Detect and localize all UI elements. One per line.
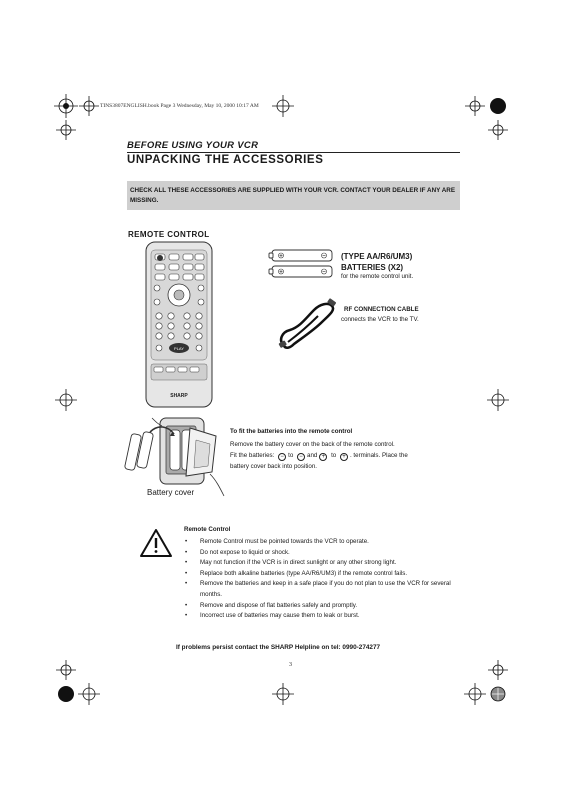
minus-terminal-icon: − <box>297 453 305 461</box>
batteries-illustration <box>268 246 338 280</box>
rf-cable-description: connects the VCR to the TV. <box>341 316 419 323</box>
fitting-line2-part4: to <box>331 452 337 459</box>
warning-item-text: Incorrect use of batteries may cause them to leak or burst. <box>200 612 360 620</box>
notice-text: CHECK ALL THESE ACCESSORIES ARE SUPPLIED WITH YOUR VCR. CONTACT YOUR DEALER IF ANY ARE MISSING. <box>130 187 456 204</box>
fitting-instructions <box>230 439 458 472</box>
minus-terminal-icon: − <box>278 453 286 461</box>
helpline-text: If problems persist contact the SHARP Helpline on tel: 0990-274277 <box>176 644 381 651</box>
fitting-line2 <box>230 450 458 461</box>
svg-text:PLAY: PLAY <box>174 346 184 351</box>
remote-control-heading: REMOTE CONTROL <box>128 230 210 239</box>
fitting-line3: battery cover back into position. <box>230 463 318 470</box>
fitting-heading: To fit the batteries into the remote control <box>230 428 353 435</box>
warning-item: • Remove the batteries and keep in a safe place if you do not plan to use the VCR for several months. <box>185 580 451 598</box>
battery-type-line1: (TYPE AA/R6/UM3) <box>341 252 413 261</box>
fitting-line2-part2: to <box>288 452 294 459</box>
rf-cable-illustration <box>276 296 338 352</box>
warning-item-text: Remove the batteries and keep in a safe place if you do not plan to use the VCR for several months. <box>200 580 451 598</box>
warning-item-text: Do not expose to liquid or shock. <box>200 548 290 556</box>
battery-fitting-illustration <box>120 414 228 498</box>
page-number: 3 <box>289 662 292 668</box>
remote-brand-label: SHARP <box>170 393 188 399</box>
header-rule <box>127 152 460 153</box>
warning-item-text: Remove and dispose of flat batteries safely and promptly. <box>200 601 358 609</box>
fitting-line2-part1: Fit the batteries: <box>230 452 275 459</box>
warning-item-text: Remote Control must be pointed towards the VCR to operate. <box>200 538 369 545</box>
battery-cover-caption: Battery cover <box>147 488 195 497</box>
battery-type-line2: BATTERIES (X2) <box>341 262 404 272</box>
remote-control-illustration <box>143 240 217 410</box>
fitting-line2-part5: . terminals. Place the <box>349 452 408 459</box>
warning-heading: Remote Control <box>184 526 231 533</box>
warning-item: • Remote Control must be pointed towards the VCR to operate. <box>185 538 369 545</box>
plus-terminal-icon: + <box>340 453 348 461</box>
plus-terminal-icon: + <box>319 453 327 461</box>
battery-type-label <box>341 252 412 273</box>
warning-item: • Incorrect use of batteries may cause them to leak or burst. <box>185 612 360 620</box>
file-info-header: TINS3807ENGLISH.book Page 3 Wednesday, May 10, 2000 10:17 AM <box>100 103 259 109</box>
battery-description: for the remote control unit. <box>341 273 414 280</box>
section-label: BEFORE USING YOUR VCR <box>127 140 259 151</box>
warning-item-text: Replace both alkaline batteries (type AA/R6/UM3) if the remote control fails. <box>200 569 408 577</box>
warning-triangle-icon <box>139 528 173 558</box>
warning-list <box>184 537 464 622</box>
warning-item: • May not function if the VCR is in direct sunlight or any other strong light. <box>185 559 397 567</box>
warning-item: • Remove and dispose of flat batteries safely and promptly. <box>185 601 358 609</box>
fitting-line2-part3: and <box>307 452 318 459</box>
fitting-line1: Remove the battery cover on the back of the remote control. <box>230 441 395 448</box>
page-title: UNPACKING THE ACCESSORIES <box>127 154 324 166</box>
warning-item: • Do not expose to liquid or shock. <box>185 548 290 556</box>
warning-item: • Replace both alkaline batteries (type AA/R6/UM3) if the remote control fails. <box>185 569 408 577</box>
warning-item-text: May not function if the VCR is in direct sunlight or any other strong light. <box>200 559 397 567</box>
rf-cable-title: RF CONNECTION CABLE <box>344 306 419 313</box>
